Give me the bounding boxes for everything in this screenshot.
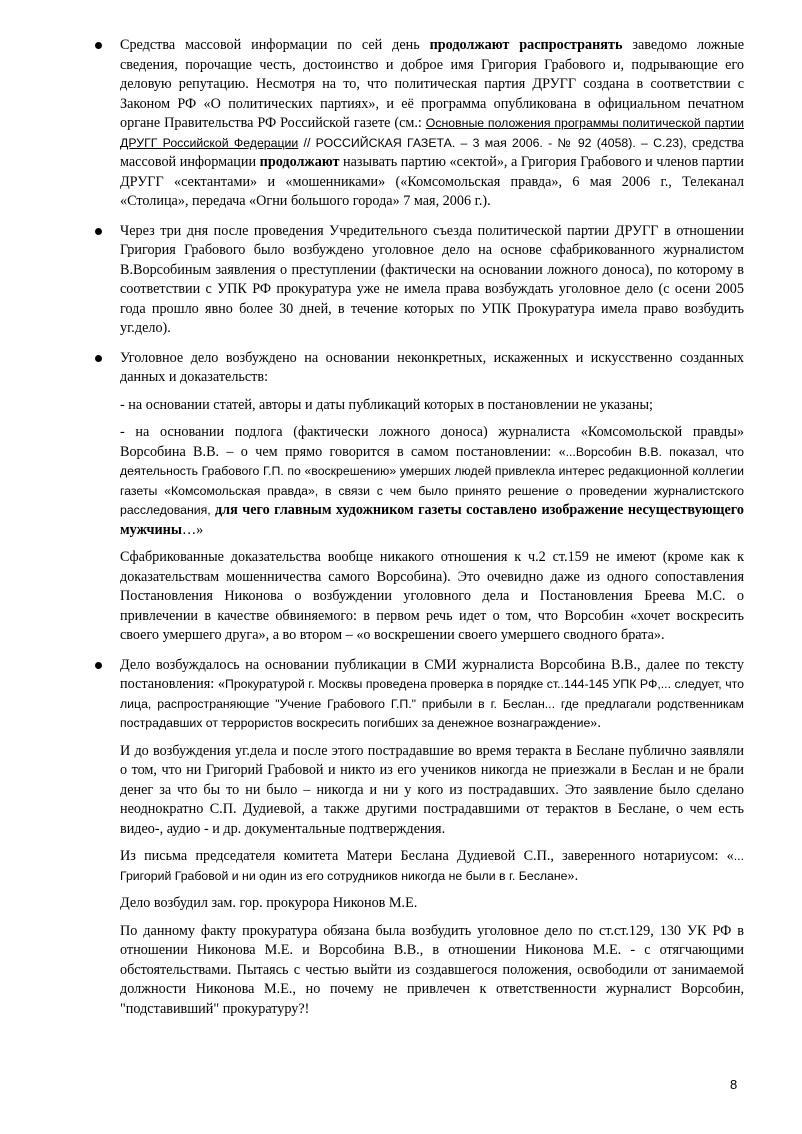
quote-text: Прокуратурой г. Москвы проведена проверка в порядке ст..144-145 УПК РФ,... следует, что лица, распространяющие "Учение Грабового Г.П." прибыли в г. Беслан... где предлагали родственникам пострадавших от террористов воскресить погибших за денежное вознаграждение: [120, 677, 744, 730]
citation-link: Основные положения программы политической партии ДРУГГ Российской Федерации: [120, 116, 744, 150]
paragraph: [120, 656, 744, 734]
bullet-icon: [95, 42, 102, 49]
text-span: Дело возбуждалось на основании публикации в СМИ журналиста Ворсобина В.В., далее по тексту постановления: «: [120, 656, 744, 692]
bold-text: продолжают: [259, 154, 340, 170]
paragraph: Дело возбудил зам. гор. прокурора Никонов М.Е.: [120, 895, 418, 911]
text-span: ».: [590, 715, 601, 731]
list-item: [0, 349, 802, 646]
bullet-list: [0, 36, 802, 1029]
list-item: [0, 222, 802, 339]
quote-text: ... Григорий Грабовой и ни один из его сотрудников никогда не были в г. Беслане: [120, 849, 744, 883]
paragraph: [120, 36, 744, 212]
paragraph: И до возбуждения уг.дела и после этого пострадавшие во время теракта в Беслане публично заявляли о том, что ни Григорий Грабовой и никто из его учеников никогда не приезжали в Беслан и не брали денег за что бы то ни было – никогда и ни у кого из пострадавших. Это заявление было сделано неоднократно С.П. Дудиевой, а также другими пострадавшими от терактов в Беслане, о чем есть видео-, аудио - и др. документальные подтверждения.: [120, 742, 744, 837]
text-span: Средства массовой информации по сей день: [120, 37, 430, 53]
text-span: заведомо ложные сведения, порочащие честь, достоинство и доброе имя Григория Грабового и, подрывающие его деловую репутацию. Несмотря на то, что политическая партия ДРУГГ создана в соответствии с Законом РФ «О политических партиях», и её программа опубликована в официальном печатном органе Правительства РФ Российской газете (см.:: [120, 37, 745, 131]
text-span: средства массовой информации: [120, 134, 744, 170]
bullet-icon: [95, 662, 102, 669]
paragraph: По данному факту прокуратура обязана была возбудить уголовное дело по ст.ст.129, 130 УК РФ в отношении Никонова М.Е. и Ворсобина В.В., в отношении Никонова М.Е. - с отягчающими обстоятельствами. Пытаясь с честью выйти из создавшегося положения, освободили от занимаемой должности Никонова М.Е., но почему не привлечен к ответственности журналист Ворсобин, "подставивший" прокуратуру?!: [120, 922, 744, 1017]
bullet-icon: [95, 355, 102, 362]
list-item: [0, 656, 802, 1020]
citation-source: // РОССИЙСКАЯ ГАЗЕТА. – 3 мая 2006. - № 92 (4058). – С.23),: [298, 135, 692, 150]
paragraph: - на основании статей, авторы и даты публикаций которых в постановлении не указаны;: [120, 396, 653, 413]
text-span: …»: [181, 521, 204, 538]
paragraph: [120, 847, 744, 886]
paragraph: Уголовное дело возбуждено на основании неконкретных, искаженных и искусственно созданных данных и доказательств:: [120, 349, 744, 385]
paragraph: [120, 423, 744, 540]
paragraph: Через три дня после проведения Учредительного съезда политической партии ДРУГГ в отношении Григория Грабового было возбуждено уголовное дело на основе сфабрикованного журналистом В.Ворсобиным заявления о преступлении (фактически на основании ложного доноса), по которому в соответствии с УПК РФ прокуратура уже не имела права возбуждать уголовное дело (с осени 2005 года прошло явно более 30 дней, в течение которых по УПК Прокуратура имела право возбудить уг.дело).: [120, 222, 744, 336]
text-span: ».: [567, 867, 579, 884]
paragraph: Сфабрикованные доказательства вообще никакого отношения к ч.2 ст.159 не имеют (кроме как к доказательствам мошенничества самого Ворсобина). Это очевидно даже из одного сопоставления Постановления Никонова о возбуждении уголовного дела и Постановления Бреева М.С. о привлечении в качестве обвиняемого: в первом речь идет о том, что Ворсобин «хочет воскресить своего умершего друга», а во втором – «о воскрешении своего умершего сводного брата».: [120, 549, 744, 643]
list-item: [0, 36, 802, 212]
text-span: называть партию «сектой», а Григория Грабового и членов партии ДРУГГ «сектантами» и «мошенниками» («Комсомольская правда», 6 мая 2006 г., Телеканал «Столица», передача «Огни большого города» 7 мая, 2006 г.).: [120, 154, 744, 209]
bold-text: для чего главным художником газеты составлено изображение несуществующего мужчины: [120, 502, 744, 538]
quote-text: ...Ворсобин В.В. показал, что деятельность Грабового Г.П. по «воскрешению» умерших людей привлекла интерес редакционной коллегии газеты «Комсомольская правда», в связи с чем было принято решение о проведении журналистского расследования,: [120, 444, 745, 517]
bullet-icon: [95, 228, 102, 235]
page-number: 8: [730, 1077, 738, 1092]
text-span: Из письма председателя комитета Матери Беслана Дудиевой С.П., заверенного нотариусом: «: [120, 848, 734, 864]
bold-text: продолжают распространять: [429, 37, 623, 53]
text-span: - на основании подлога (фактически ложного доноса) журналиста «Комсомольской правды» Ворсобина В.В. – о чем прямо говорится в самом постановлении: «: [120, 424, 744, 460]
